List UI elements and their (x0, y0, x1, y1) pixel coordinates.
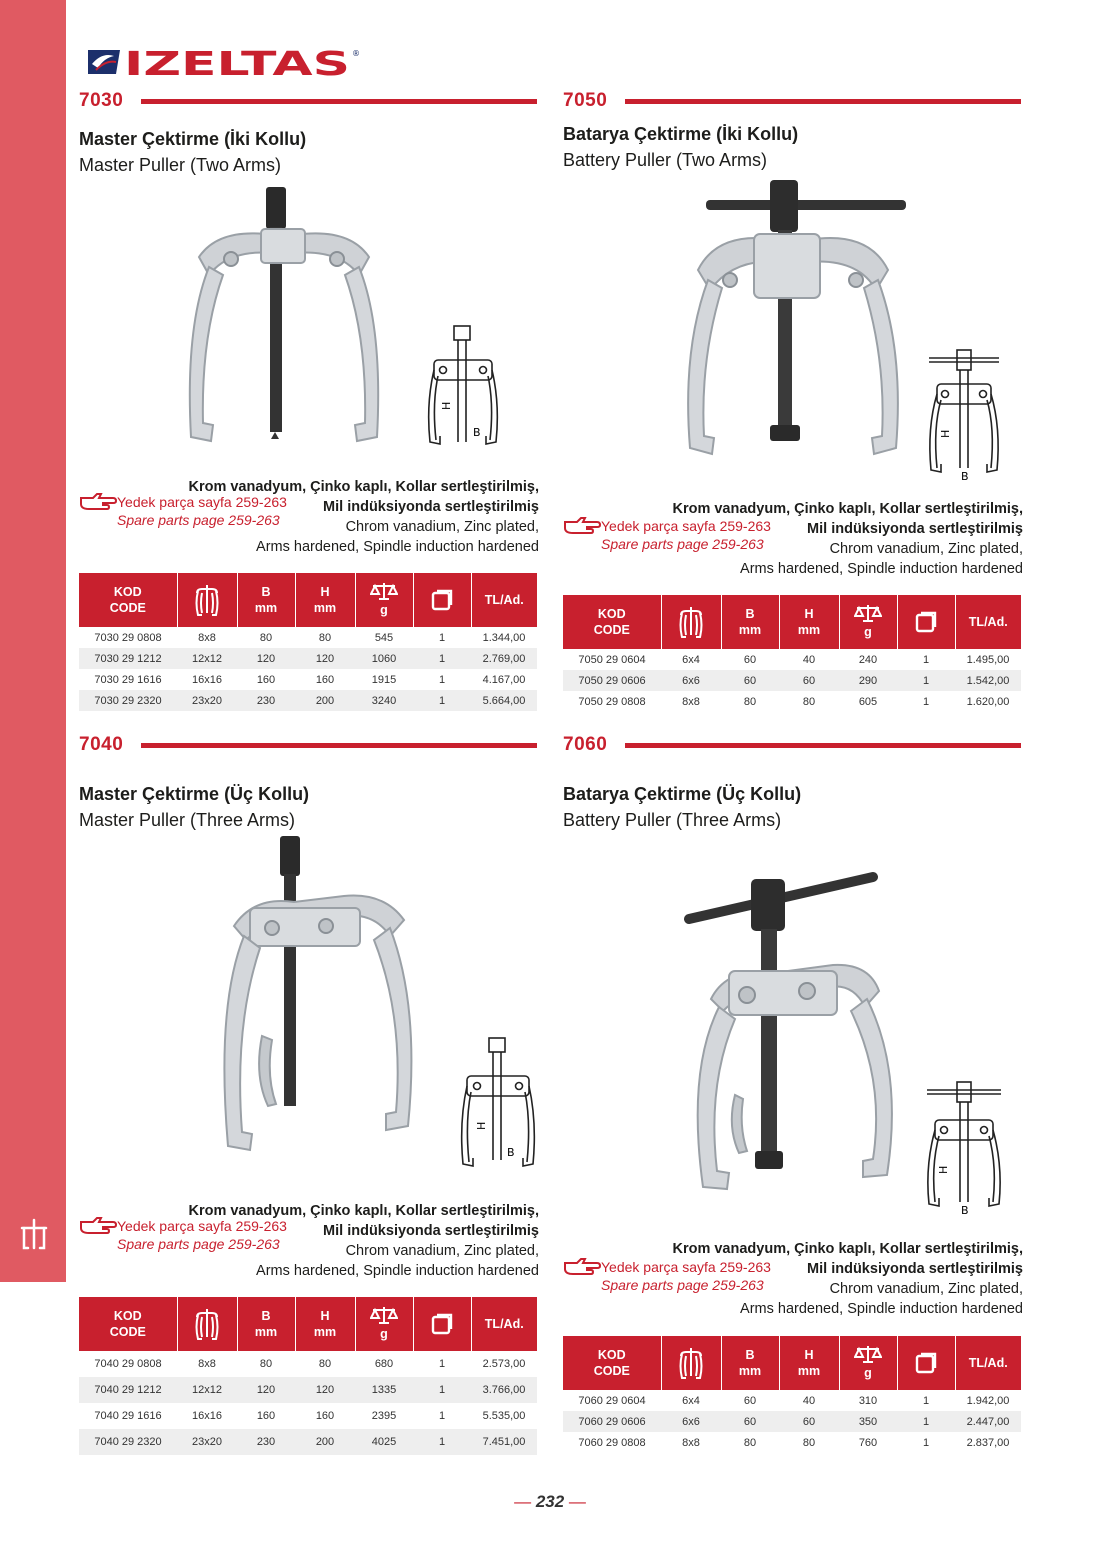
spec-table (563, 1336, 1021, 1453)
col-weight: g (839, 595, 897, 649)
table-cell: 1 (922, 1394, 930, 1407)
table-cell: 1915 (371, 673, 397, 686)
table-cell: 7040 29 1616 (94, 1410, 162, 1422)
col-b: B mm (721, 595, 779, 649)
table-cell: 760 (858, 1436, 878, 1449)
col-pack (897, 1336, 955, 1390)
puller-jaw-icon (678, 1346, 704, 1380)
table-cell: 80 (259, 631, 273, 644)
product-code-header (563, 92, 1023, 114)
product-7030 (79, 92, 539, 712)
title-turkish: Batarya Çektirme (Üç Kollu) (563, 784, 802, 804)
table-cell: 60 (779, 670, 839, 691)
header-rule (141, 99, 537, 104)
table-cell: 6x4 (682, 653, 700, 666)
table-cell: 16x16 (192, 1410, 222, 1422)
product-photo (683, 871, 913, 1191)
title-english: Battery Puller (Three Arms) (563, 810, 782, 830)
table-row (563, 1390, 1021, 1411)
product-photo (214, 836, 424, 1156)
desc-english-line-2: Arms hardened, Spindle induction hardened (740, 1301, 1023, 1317)
spare-parts-english: Spare parts page 259-263 (117, 1236, 280, 1252)
box-icon (915, 1352, 937, 1374)
table-cell: 1.942,00 (966, 1394, 1010, 1407)
table-cell: 80 (743, 695, 757, 708)
product-description (79, 477, 539, 557)
col-code-tr: KOD (113, 1309, 142, 1323)
puller-jaw-icon (194, 1307, 220, 1341)
col-b: B mm (237, 1297, 295, 1351)
table-cell: 6x6 (661, 1411, 721, 1432)
desc-english-line-1: Chrom vanadium, Zinc plated, (345, 519, 539, 535)
table-cell: 120 (237, 1377, 295, 1403)
table-cell: 2.573,00 (482, 1358, 526, 1370)
table-cell: 7060 29 0606 (563, 1411, 661, 1432)
spec-table (79, 573, 537, 711)
product-description (563, 499, 1023, 579)
table-cell: 7040 29 2320 (79, 1429, 177, 1455)
table-cell: 3.766,00 (471, 1377, 537, 1403)
table-cell: 4025 (355, 1429, 413, 1455)
table-cell: 160 (315, 1410, 335, 1422)
desc-turkish-line-2: Mil indüksiyonda sertleştirilmiş (323, 499, 539, 515)
table-cell: 5.535,00 (482, 1410, 526, 1422)
table-cell: 310 (858, 1394, 878, 1407)
table-row (79, 1377, 537, 1403)
table-cell: 40 (802, 1394, 816, 1407)
table-cell: 80 (318, 631, 332, 644)
table-cell: 7030 29 1616 (94, 673, 162, 686)
height-label: H (939, 429, 952, 438)
product-code: 7030 (79, 90, 124, 111)
table-row (79, 627, 537, 648)
col-code-en: CODE (593, 623, 630, 637)
table-cell: 23x20 (177, 1429, 237, 1455)
table-cell: 160 (256, 1410, 276, 1422)
technical-drawing (925, 348, 1005, 480)
product-code-header (79, 736, 539, 758)
table-cell: 120 (295, 648, 355, 669)
height-label: H (475, 1121, 488, 1130)
table-cell: 1 (922, 653, 930, 666)
table-cell: 1 (413, 1377, 471, 1403)
width-label: B (961, 470, 969, 480)
spare-parts-turkish: Yedek parça sayfa 259-263 (601, 518, 771, 534)
table-cell: 12x12 (177, 1377, 237, 1403)
logo-emblem-icon (88, 50, 120, 74)
col-code (79, 1297, 177, 1351)
col-weight: g (839, 1336, 897, 1390)
table-cell: 1 (413, 648, 471, 669)
col-code-en: CODE (109, 1325, 146, 1339)
col-price: TL/Ad. (471, 1297, 537, 1351)
table-header (79, 573, 537, 627)
table-row (79, 690, 537, 711)
product-7060 (563, 736, 1023, 1456)
col-size (661, 1336, 721, 1390)
scale-icon (854, 604, 882, 624)
col-weight: g (355, 573, 413, 627)
table-cell: 8x8 (682, 695, 700, 708)
desc-turkish-line-1: Krom vanadyum, Çinko kaplı, Kollar sertleştirilmiş, (188, 1203, 539, 1219)
table-cell: 1 (413, 1429, 471, 1455)
table-cell: 7030 29 2320 (79, 690, 177, 711)
header-rule (141, 743, 537, 748)
table-row (79, 1429, 537, 1455)
table-cell: 160 (315, 673, 335, 686)
technical-drawing (459, 1036, 539, 1176)
desc-english-line-2: Arms hardened, Spindle induction hardened (256, 539, 539, 555)
table-cell: 240 (858, 653, 878, 666)
page-number-value: 232 (535, 1492, 565, 1511)
table-cell: 1 (897, 670, 955, 691)
table-cell: 80 (802, 1436, 816, 1449)
puller-icon (18, 1218, 50, 1252)
sidebar-band (0, 0, 66, 1282)
svg-text:®: ® (352, 49, 360, 58)
table-cell: 1 (922, 695, 930, 708)
table-cell: 120 (295, 1377, 355, 1403)
desc-turkish-line-1: Krom vanadyum, Çinko kaplı, Kollar sertleştirilmiş, (672, 1241, 1023, 1257)
table-cell: 7030 29 0808 (94, 631, 162, 644)
table-cell: 2.837,00 (966, 1436, 1010, 1449)
table-cell: 605 (858, 695, 878, 708)
table-row (563, 691, 1021, 712)
height-label: H (937, 1165, 950, 1174)
scale-icon (370, 582, 398, 602)
product-7050 (563, 92, 1023, 712)
svg-text:IZELTAS: IZELTAS (124, 44, 350, 80)
table-cell: 200 (295, 1429, 355, 1455)
spare-parts-english: Spare parts page 259-263 (601, 1277, 764, 1293)
table-cell: 80 (259, 1358, 273, 1370)
technical-drawing (923, 1080, 1007, 1216)
title-english: Battery Puller (Two Arms) (563, 150, 768, 170)
table-cell: 1 (438, 673, 446, 686)
product-photo (678, 180, 918, 465)
table-cell: 2395 (371, 1410, 397, 1422)
table-cell: 5.664,00 (471, 690, 537, 711)
table-cell: 120 (237, 648, 295, 669)
col-code (563, 1336, 661, 1390)
table-cell: 1.495,00 (966, 653, 1010, 666)
page-number: — 232 — (514, 1492, 586, 1511)
product-description (79, 1201, 539, 1281)
col-h: H mm (295, 573, 355, 627)
spec-table (79, 1297, 537, 1455)
height-label: H (440, 401, 453, 410)
spec-table (563, 595, 1021, 712)
table-cell: 1 (438, 631, 446, 644)
col-h: H mm (295, 1297, 355, 1351)
table-cell: 7.451,00 (471, 1429, 537, 1455)
table-cell: 1 (897, 1411, 955, 1432)
table-row (563, 670, 1021, 691)
table-cell: 230 (237, 1429, 295, 1455)
puller-jaw-icon (194, 583, 220, 617)
product-description (563, 1239, 1023, 1319)
brand-logo (86, 44, 366, 80)
product-photo (179, 187, 389, 452)
table-cell: 680 (374, 1358, 394, 1370)
spare-parts-turkish: Yedek parça sayfa 259-263 (117, 494, 287, 510)
col-price: TL/Ad. (955, 1336, 1021, 1390)
table-cell: 80 (802, 695, 816, 708)
col-h: H mm (779, 1336, 839, 1390)
scale-icon (854, 1345, 882, 1365)
width-label: B (473, 426, 481, 439)
product-code: 7040 (79, 734, 124, 755)
table-cell: 6x4 (682, 1394, 700, 1407)
col-code (563, 595, 661, 649)
table-cell: 7050 29 0808 (578, 695, 646, 708)
col-code-tr: KOD (597, 1348, 626, 1362)
table-cell: 7040 29 1212 (79, 1377, 177, 1403)
table-cell: 8x8 (198, 1358, 216, 1370)
table-cell: 2.769,00 (471, 648, 537, 669)
table-cell: 200 (295, 690, 355, 711)
table-cell: 7030 29 1212 (79, 648, 177, 669)
table-cell: 7050 29 0604 (578, 653, 646, 666)
desc-turkish-line-2: Mil indüksiyonda sertleştirilmiş (807, 521, 1023, 537)
desc-turkish-line-1: Krom vanadyum, Çinko kaplı, Kollar sertleştirilmiş, (672, 501, 1023, 517)
table-cell: 7060 29 0808 (578, 1436, 646, 1449)
table-cell: 1.344,00 (482, 631, 526, 644)
desc-english-line-1: Chrom vanadium, Zinc plated, (345, 1243, 539, 1259)
table-cell: 7050 29 0606 (563, 670, 661, 691)
col-size (661, 595, 721, 649)
table-cell: 60 (743, 653, 757, 666)
table-cell: 7060 29 0604 (578, 1394, 646, 1407)
col-size (177, 573, 237, 627)
box-icon (431, 589, 453, 611)
col-price: TL/Ad. (471, 573, 537, 627)
box-icon (915, 611, 937, 633)
col-weight: g (355, 1297, 413, 1351)
table-cell: 6x6 (661, 670, 721, 691)
col-price: TL/Ad. (955, 595, 1021, 649)
col-code-en: CODE (109, 601, 146, 615)
puller-jaw-icon (678, 605, 704, 639)
product-code: 7060 (563, 734, 608, 755)
table-cell: 60 (721, 670, 779, 691)
scale-icon (370, 1306, 398, 1326)
product-code: 7050 (563, 90, 608, 111)
table-row (563, 1411, 1021, 1432)
table-cell: 1060 (355, 648, 413, 669)
col-b: B mm (237, 573, 295, 627)
col-pack (413, 1297, 471, 1351)
table-cell: 2.447,00 (955, 1411, 1021, 1432)
desc-turkish-line-2: Mil indüksiyonda sertleştirilmiş (323, 1223, 539, 1239)
col-b: B mm (721, 1336, 779, 1390)
col-code-tr: KOD (597, 607, 626, 621)
product-code-header (563, 736, 1023, 758)
table-cell: 1335 (355, 1377, 413, 1403)
width-label: B (507, 1146, 515, 1159)
table-cell: 8x8 (682, 1436, 700, 1449)
table-cell: 80 (743, 1436, 757, 1449)
table-cell: 12x12 (177, 648, 237, 669)
table-cell: 230 (237, 690, 295, 711)
title-turkish: Batarya Çektirme (İki Kollu) (563, 124, 799, 144)
desc-english-line-2: Arms hardened, Spindle induction hardened (256, 1263, 539, 1279)
table-cell: 1 (413, 690, 471, 711)
table-row (563, 649, 1021, 670)
table-cell: 7040 29 0808 (94, 1358, 162, 1370)
table-cell: 40 (802, 653, 816, 666)
desc-english-line-1: Chrom vanadium, Zinc plated, (829, 541, 1023, 557)
table-cell: 350 (839, 1411, 897, 1432)
table-row (79, 669, 537, 690)
col-h: H mm (779, 595, 839, 649)
table-header (79, 1297, 537, 1351)
header-rule (625, 99, 1021, 104)
desc-turkish-line-2: Mil indüksiyonda sertleştirilmiş (807, 1261, 1023, 1277)
table-row (79, 1403, 537, 1429)
table-cell: 8x8 (198, 631, 216, 644)
header-rule (625, 743, 1021, 748)
spare-parts-turkish: Yedek parça sayfa 259-263 (601, 1259, 771, 1275)
col-code-tr: KOD (113, 585, 142, 599)
title-turkish: Master Çektirme (İki Kollu) (79, 129, 307, 149)
desc-english-line-1: Chrom vanadium, Zinc plated, (829, 1281, 1023, 1297)
table-cell: 60 (743, 1394, 757, 1407)
table-cell: 60 (779, 1411, 839, 1432)
desc-turkish-line-1: Krom vanadyum, Çinko kaplı, Kollar sertleştirilmiş, (188, 479, 539, 495)
product-7040 (79, 736, 539, 1456)
table-cell: 1.542,00 (955, 670, 1021, 691)
box-icon (431, 1313, 453, 1335)
col-code-en: CODE (593, 1364, 630, 1378)
desc-english-line-2: Arms hardened, Spindle induction hardened (740, 561, 1023, 577)
table-cell: 545 (374, 631, 394, 644)
table-row (79, 1351, 537, 1377)
col-code (79, 573, 177, 627)
table-cell: 80 (318, 1358, 332, 1370)
technical-drawing (424, 324, 504, 456)
table-header (563, 595, 1021, 649)
table-cell: 60 (721, 1411, 779, 1432)
col-pack (413, 573, 471, 627)
col-size (177, 1297, 237, 1351)
col-pack (897, 595, 955, 649)
table-row (563, 1432, 1021, 1453)
table-cell: 1 (922, 1436, 930, 1449)
title-english: Master Puller (Three Arms) (79, 810, 296, 830)
spare-parts-turkish: Yedek parça sayfa 259-263 (117, 1218, 287, 1234)
table-cell: 16x16 (192, 673, 222, 686)
table-cell: 290 (839, 670, 897, 691)
title-turkish: Master Çektirme (Üç Kollu) (79, 784, 310, 804)
table-cell: 3240 (355, 690, 413, 711)
table-row (79, 648, 537, 669)
title-english: Master Puller (Two Arms) (79, 155, 282, 175)
table-cell: 1 (438, 1410, 446, 1422)
spare-parts-english: Spare parts page 259-263 (117, 512, 280, 528)
product-code-header (79, 92, 539, 114)
width-label: B (961, 1204, 969, 1216)
table-cell: 160 (256, 673, 276, 686)
spare-parts-english: Spare parts page 259-263 (601, 536, 764, 552)
table-cell: 23x20 (177, 690, 237, 711)
table-cell: 1.620,00 (966, 695, 1010, 708)
table-header (563, 1336, 1021, 1390)
table-cell: 1 (438, 1358, 446, 1370)
table-cell: 4.167,00 (482, 673, 526, 686)
